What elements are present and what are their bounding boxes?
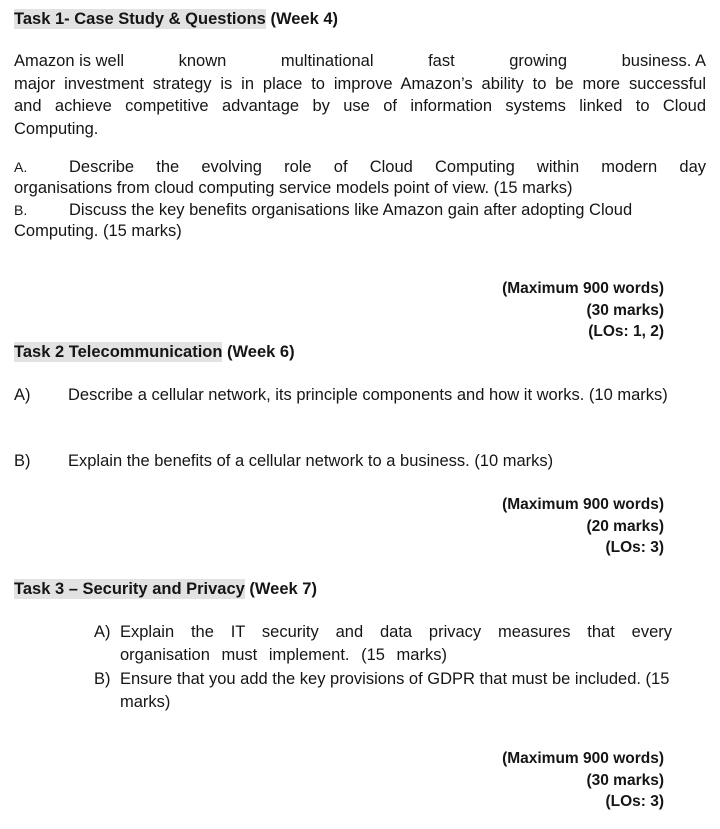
task1-question-a-text1: Describe the evolving role of Cloud Computing within modern day <box>69 158 706 176</box>
task1-intro-line4: Computing. <box>14 119 99 138</box>
intro-word: known <box>178 52 227 70</box>
task1-question-b <box>14 200 706 242</box>
task3-question-a-label: A) <box>94 623 111 641</box>
task3-question-b-label: B) <box>94 670 111 688</box>
task1-intro-line2: major investment strategy is in place to improve Amazon’s ability to be more successful <box>14 74 706 93</box>
task1-title: Task 1- Case Study & Questions <box>14 10 266 28</box>
task1-intro-line1 <box>14 50 706 73</box>
task1-intro <box>14 50 706 140</box>
task2-title: Task 2 Telecommunication <box>14 343 223 361</box>
task3-meta <box>502 748 664 813</box>
task2-los: (LOs: 3) <box>605 539 664 556</box>
task2-question-a-text: Describe a cellular network, its principle components and how it works. (10 marks) <box>68 386 668 404</box>
task1-question-b-text1: Discuss the key benefits organisations like Amazon gain after adopting Cloud <box>69 201 633 219</box>
task3-question-a-text: Explain the IT security and data privacy measures that every organisation must implement. (15 marks) <box>120 623 672 664</box>
task3-question-b-text: Ensure that you add the key provisions of GDPR that must be included. (15 marks) <box>120 670 670 711</box>
task1-max-words: (Maximum 900 words) <box>502 280 664 297</box>
task2-marks: (20 marks) <box>586 517 664 535</box>
task1-question-b-line1 <box>14 200 706 221</box>
task2-question-b <box>14 452 706 471</box>
intro-word: multinational <box>280 52 374 70</box>
task1-question-a <box>14 157 706 199</box>
task1-los: (LOs: 1, 2) <box>588 323 664 340</box>
task3-week: (Week 7) <box>244 580 317 598</box>
intro-word: business. A <box>621 52 706 70</box>
task1-question-a-text2: organisations from cloud computing service models point of view. (15 marks) <box>14 179 573 197</box>
task2-question-a-label: A) <box>14 386 31 404</box>
intro-word: growing <box>509 52 568 70</box>
task1-question-b-text2: Computing. (15 marks) <box>14 222 182 240</box>
intro-word: Amazon is well <box>14 52 125 70</box>
task1-week: (Week 4) <box>265 10 338 28</box>
task1-intro-line3: and achieve competitive advantage by use of information systems linked to Cloud <box>14 97 706 115</box>
task2-meta <box>502 494 664 559</box>
task2-question-b-label: B) <box>14 452 31 470</box>
task1-heading <box>14 10 338 29</box>
task3-title: Task 3 – Security and Privacy <box>14 580 245 598</box>
task3-marks: (30 marks) <box>586 771 664 789</box>
task1-question-b-label: B. <box>14 202 28 218</box>
task3-los: (LOs: 3) <box>605 793 664 810</box>
task2-heading <box>14 343 295 362</box>
task3-question-b <box>94 668 672 713</box>
task1-meta <box>502 278 664 343</box>
task2-max-words: (Maximum 900 words) <box>502 496 664 513</box>
task2-question-a <box>14 386 706 405</box>
intro-word: fast <box>428 52 455 70</box>
task2-week: (Week 6) <box>222 343 295 361</box>
task2-question-b-text: Explain the benefits of a cellular network to a business. (10 marks) <box>68 452 554 470</box>
task1-question-a-line1 <box>14 157 706 178</box>
task1-marks: (30 marks) <box>586 301 664 319</box>
task3-heading <box>14 580 317 599</box>
task1-question-a-label: A. <box>14 159 28 175</box>
task3-question-a <box>94 621 672 666</box>
task3-max-words: (Maximum 900 words) <box>502 750 664 767</box>
